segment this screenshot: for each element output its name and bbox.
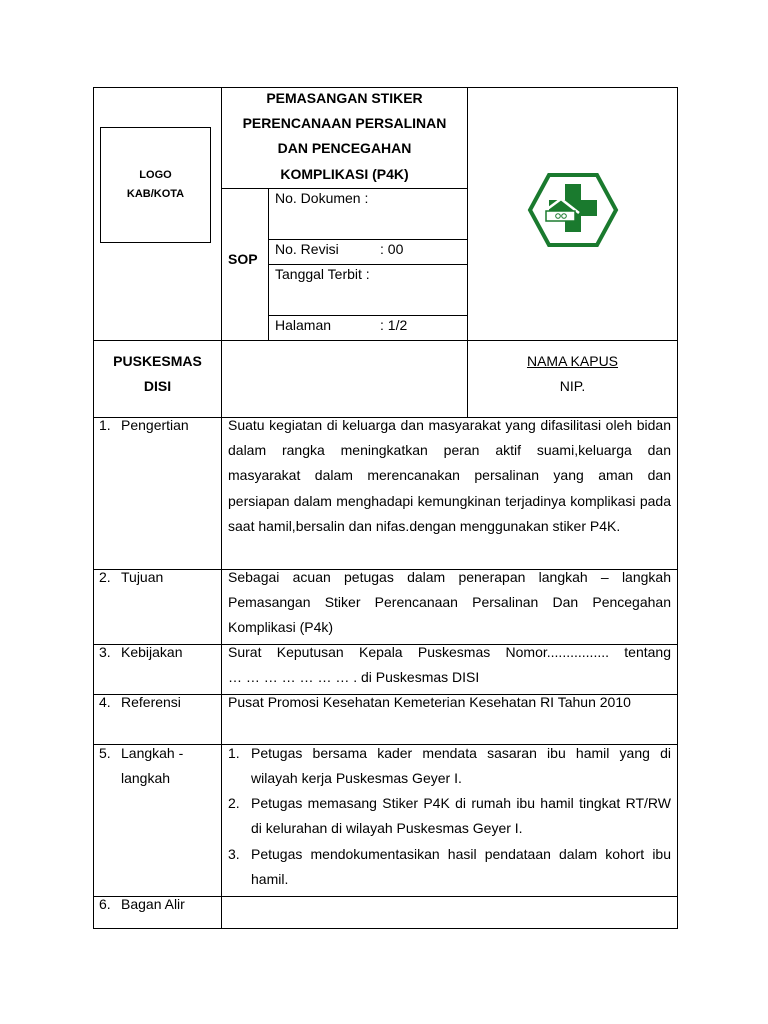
section-number: 3.: [99, 644, 111, 660]
puskesmas-emblem-icon: [527, 171, 619, 249]
step-text: Petugas memasang Stiker P4K di rumah ibu hamil tingkat RT/RW di kelurahan di wilayah Puskesmas Geyer I.: [251, 795, 671, 837]
section-number: 1.: [99, 417, 111, 433]
halaman-label: Halaman: [275, 317, 332, 333]
kapus-name: NAMA KAPUS: [526, 353, 619, 369]
halaman-value: : 1/2: [380, 317, 408, 333]
kebijakan-line: Surat Keputusan Kepala Puskesmas Nomor................ tentang: [228, 644, 671, 660]
section-label-referensi: Referensi: [121, 694, 181, 710]
step-number: 3.: [228, 846, 240, 862]
divider: [221, 87, 222, 929]
puskesmas-line: PUSKESMAS: [113, 353, 202, 369]
divider: [93, 340, 678, 341]
section-label-kebijakan: Kebijakan: [121, 644, 183, 660]
kapus-block: [468, 349, 677, 399]
sop-label: SOP: [228, 251, 258, 267]
langkah-label-line: langkah: [121, 770, 171, 787]
kebijakan-line: … … … … … … … . di Puskesmas DISI: [228, 669, 480, 686]
referensi-text: Pusat Promosi Kesehatan Kemeterian Kesehatan RI Tahun 2010: [228, 694, 631, 710]
logo-text-line1: LOGO: [139, 169, 172, 181]
no-dokumen-field: No. Dokumen :: [275, 190, 369, 206]
section-label-langkah: [121, 741, 183, 791]
section-number: 5.: [99, 745, 111, 761]
section-label-pengertian: Pengertian: [121, 417, 189, 433]
table-border-left: [93, 87, 94, 929]
tanggal-terbit-field: Tanggal Terbit :: [275, 266, 370, 282]
title-line: PERENCANAAN PERSALINAN: [242, 115, 447, 132]
tujuan-text: Sebagai acuan petugas dalam penerapan langkah – langkah Pemasangan Stiker Perencanaan Persalinan Dan Pencegahan Komplikasi (P4k): [228, 569, 671, 636]
section-label-bagan-alir: Bagan Alir: [121, 896, 185, 912]
kebijakan-text: [228, 640, 671, 690]
title-line: KOMPLIKASI (P4K): [280, 165, 409, 182]
section-number: 6.: [99, 896, 111, 912]
puskesmas-name: [94, 349, 221, 399]
puskesmas-line: DISI: [143, 378, 172, 395]
logo-text-line2: KAB/KOTA: [126, 188, 185, 200]
no-revisi-label: No. Revisi: [275, 241, 339, 257]
pengertian-text: Suatu kegiatan di keluarga dan masyarakat yang difasilitasi oleh bidan dalam rangka meningkatkan peran aktif suami,keluarga dan masyarakat dalam merencanakan persalinan yang aman dan persiapan dalam menghadapi kemungkinan terjadinya komplikasi pada saat hamil,bersalin dan nifas.dengan menggunakan stiker P4K.: [228, 417, 671, 534]
step-number: 2.: [228, 795, 240, 811]
langkah-label-line: Langkah -: [121, 745, 184, 761]
kapus-nip: NIP.: [559, 378, 586, 395]
section-number: 4.: [99, 694, 111, 710]
table-border-right: [677, 87, 678, 929]
section-label-tujuan: Tujuan: [121, 569, 164, 585]
step-number: 1.: [228, 745, 240, 761]
title-line: DAN PENCEGAHAN: [277, 140, 412, 157]
table-border-bottom: [93, 928, 678, 929]
step-text: Petugas mendokumentasikan hasil pendataan dalam kohort ibu hamil.: [251, 846, 671, 888]
section-number: 2.: [99, 569, 111, 585]
logo-placeholder: [100, 127, 211, 243]
title-line: PEMASANGAN STIKER: [266, 90, 423, 106]
step-text: Petugas bersama kader mendata sasaran ibu hamil yang di wilayah kerja Puskesmas Geyer I.: [251, 745, 671, 787]
document-title: [222, 86, 467, 187]
no-revisi-value: : 00: [380, 241, 404, 257]
